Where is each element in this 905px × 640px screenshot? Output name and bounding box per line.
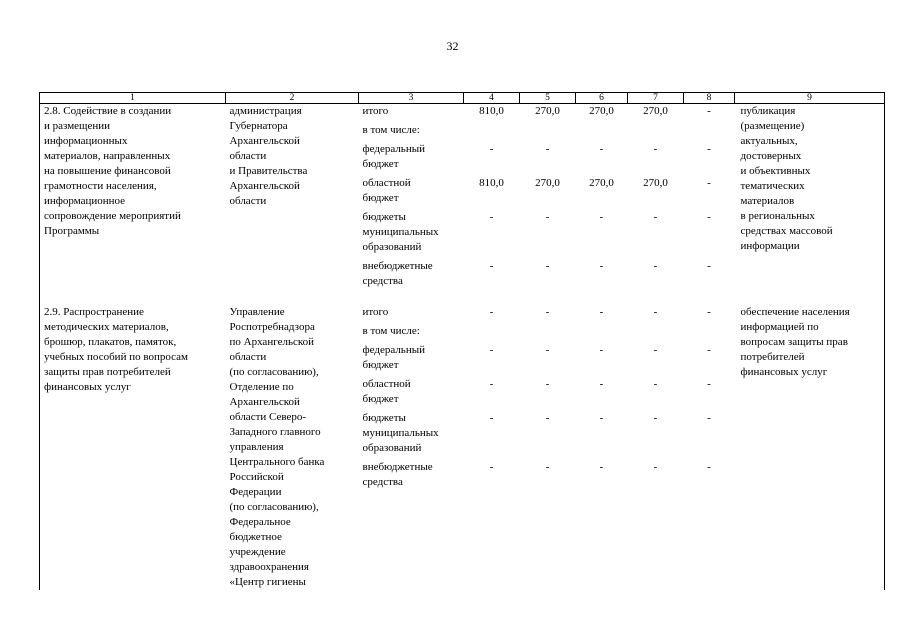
funding-values-column	[684, 104, 735, 294]
column-header: 2	[226, 93, 359, 104]
funding-value: -	[707, 306, 711, 318]
funding-value: 270,0	[535, 105, 560, 117]
funding-value	[520, 324, 576, 339]
funding-value: -	[653, 260, 658, 272]
funding-source-label: бюджеты муниципальных образований	[362, 412, 439, 454]
funding-value: 270,0	[643, 177, 668, 189]
funding-source-label: в том числе:	[362, 124, 420, 136]
funding-sources	[359, 104, 464, 294]
funding-value: 270,0	[535, 177, 560, 189]
funding-value: -	[707, 211, 711, 223]
column-header: 4	[464, 93, 520, 104]
funding-value	[464, 123, 520, 138]
column-header: 5	[520, 93, 576, 104]
funding-value: -	[545, 344, 550, 356]
funding-value: -	[653, 378, 658, 390]
funding-value: -	[599, 143, 604, 155]
expected-result: публикация (размещение) актуальных, достоверных и объективных тематических материалов в региональных средствах массовой информации	[735, 104, 885, 294]
row-spacer	[40, 293, 885, 305]
funding-values-column	[628, 104, 684, 294]
program-activities-table	[39, 92, 885, 590]
funding-value	[520, 123, 576, 138]
funding-values-column	[684, 305, 735, 590]
funding-values-column	[576, 104, 628, 294]
funding-values-column	[628, 305, 684, 590]
funding-value: 270,0	[589, 105, 614, 117]
funding-values-column	[464, 104, 520, 294]
funding-value: -	[599, 461, 604, 473]
funding-value: -	[599, 306, 604, 318]
funding-value: -	[707, 260, 711, 272]
funding-value: -	[653, 412, 658, 424]
funding-value	[576, 324, 628, 339]
column-header: 9	[735, 93, 885, 104]
funding-value: -	[599, 378, 604, 390]
funding-source-label: областной бюджет	[362, 177, 411, 204]
executor-name: администрация Губернатора Архангельской области и Правительства Архангельской области	[229, 105, 308, 207]
funding-value: -	[489, 461, 494, 473]
funding-source-label: внебюджетные средства	[362, 260, 433, 287]
funding-value: -	[545, 378, 550, 390]
funding-value: -	[545, 260, 550, 272]
funding-value: -	[489, 412, 494, 424]
column-number-header-row	[40, 93, 885, 104]
funding-value: -	[489, 378, 494, 390]
page-number: 32	[446, 39, 459, 53]
activity-name: 2.8. Содействие в создании и размещении информационных материалов, направленных на повышение финансовой грамотности населения, информационное сопровождение мероприятий Программы	[40, 104, 226, 294]
column-header: 1	[40, 93, 226, 104]
executor-name: Управление Роспотребнадзора по Архангельской области (по согласованию), Отделение по Архангельской области Северо- Западного главного управления Центрального банка Российской Федерации (по согласованию), Федеральное бюджетное учреждение здравоохранения «Центр гигиены	[229, 306, 325, 588]
funding-value: -	[707, 143, 711, 155]
funding-value: -	[707, 412, 711, 424]
funding-source-label: областной бюджет	[362, 378, 411, 405]
column-header: 3	[359, 93, 464, 104]
funding-value	[628, 123, 684, 138]
funding-value: -	[707, 378, 711, 390]
funding-value	[464, 324, 520, 339]
funding-value: -	[545, 461, 550, 473]
funding-value: 270,0	[643, 105, 668, 117]
funding-value: -	[707, 344, 711, 356]
funding-source-label: внебюджетные средства	[362, 461, 433, 488]
funding-source-label: итого	[362, 105, 389, 117]
expected-result: обеспечение населения информацией по вопросам защиты прав потребителей финансовых услуг	[735, 305, 885, 590]
column-header: 7	[628, 93, 684, 104]
activity-row	[40, 305, 885, 590]
funding-values-column	[520, 104, 576, 294]
funding-values-column	[520, 305, 576, 590]
funding-value: -	[599, 260, 604, 272]
funding-source-label: в том числе:	[362, 325, 420, 337]
funding-value: -	[653, 306, 658, 318]
funding-value: 810,0	[479, 105, 504, 117]
funding-value	[628, 324, 684, 339]
activity-name: 2.9. Распространение методических материалов, брошюр, плакатов, памяток, учебных пособий по вопросам защиты прав потребителей финансовых услуг	[40, 305, 226, 590]
funding-value: -	[707, 177, 711, 189]
funding-value: -	[653, 143, 658, 155]
funding-value: -	[599, 412, 604, 424]
funding-value: -	[653, 461, 658, 473]
funding-value: -	[599, 211, 604, 223]
funding-value: 270,0	[589, 177, 614, 189]
funding-value: -	[545, 143, 550, 155]
funding-value: -	[653, 211, 658, 223]
funding-source-label: итого	[362, 306, 389, 318]
funding-sources	[359, 305, 464, 590]
funding-source-label: федеральный бюджет	[362, 344, 425, 371]
activity-row	[40, 104, 885, 294]
funding-values-column	[464, 305, 520, 590]
funding-value: -	[489, 260, 494, 272]
funding-value: -	[489, 344, 494, 356]
funding-value: -	[489, 211, 494, 223]
funding-source-label: бюджеты муниципальных образований	[362, 211, 439, 253]
funding-value: -	[707, 461, 711, 473]
funding-value: -	[545, 412, 550, 424]
funding-value: -	[599, 344, 604, 356]
funding-value	[684, 324, 735, 339]
funding-value: 810,0	[479, 177, 504, 189]
funding-values-column	[576, 305, 628, 590]
funding-value: -	[489, 306, 494, 318]
funding-value: -	[545, 306, 550, 318]
funding-value: -	[489, 143, 494, 155]
funding-value: -	[545, 211, 550, 223]
column-header: 8	[684, 93, 735, 104]
funding-source-label: федеральный бюджет	[362, 143, 425, 170]
funding-value	[576, 123, 628, 138]
funding-value: -	[707, 105, 711, 117]
column-header: 6	[576, 93, 628, 104]
funding-value: -	[653, 344, 658, 356]
funding-value	[684, 123, 735, 138]
